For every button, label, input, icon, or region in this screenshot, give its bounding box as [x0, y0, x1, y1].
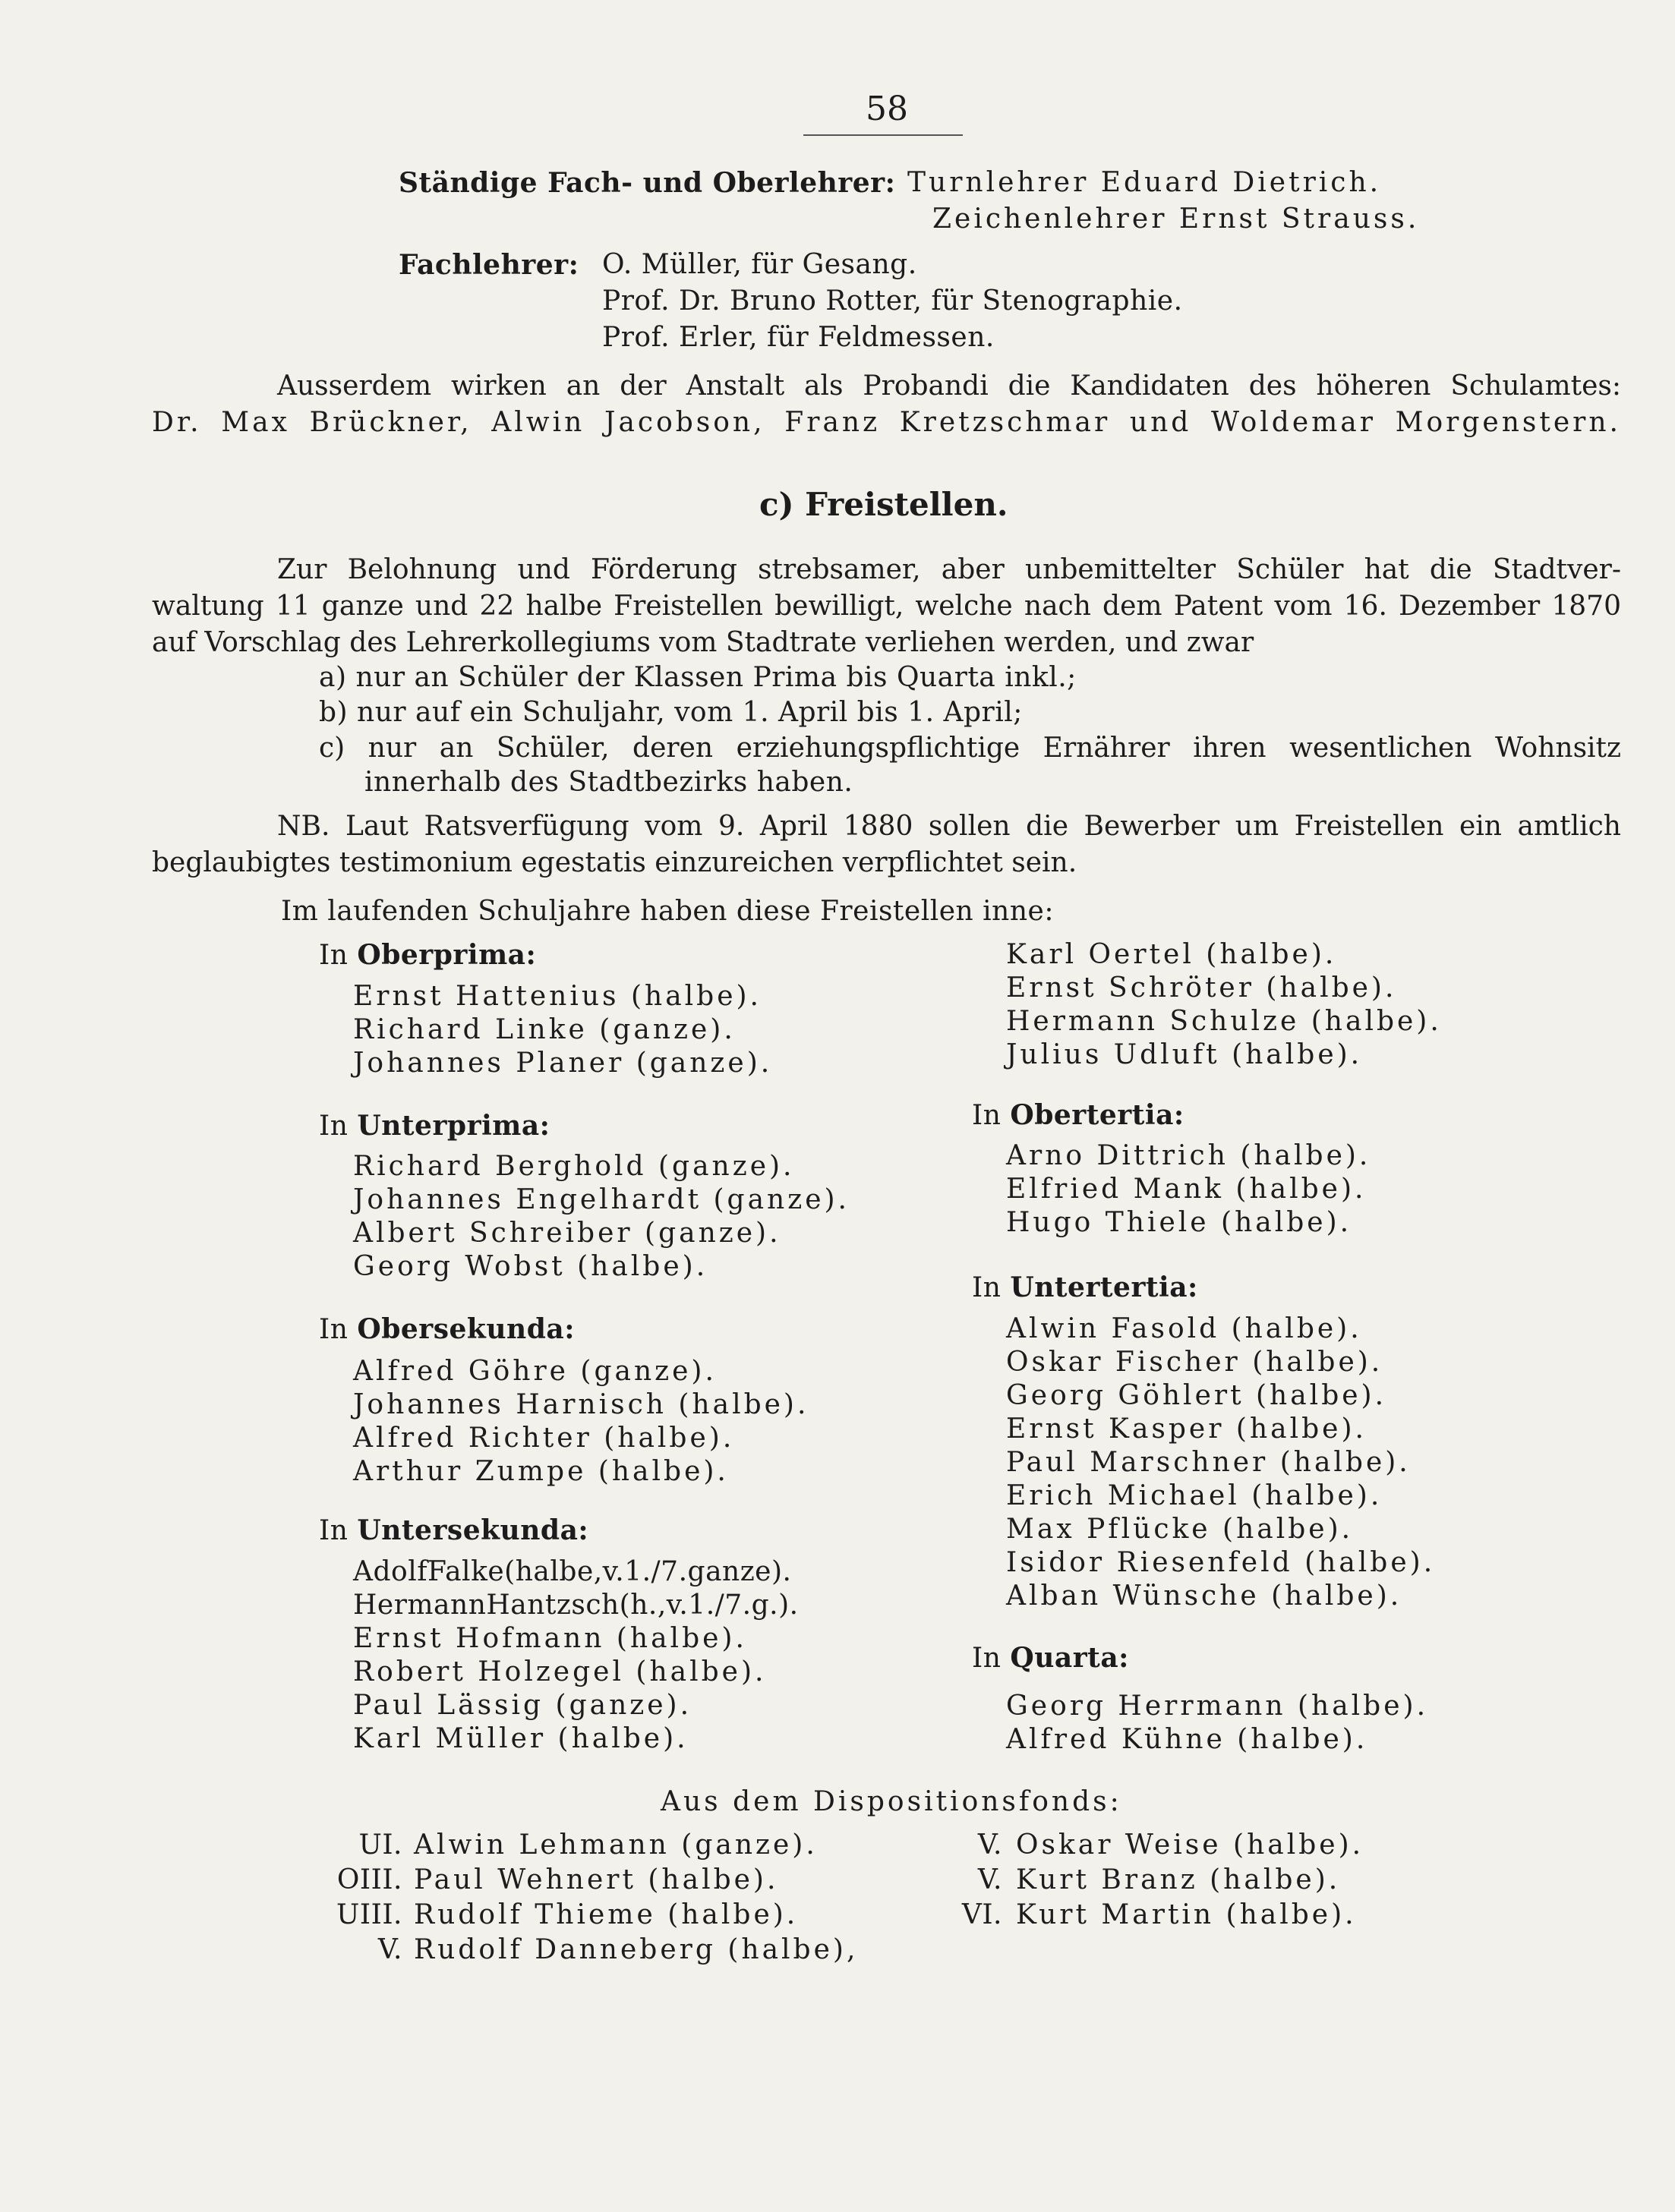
class-name: Untersekunda: — [357, 1514, 589, 1546]
staff-line: O. Müller, für Gesang. — [602, 249, 917, 280]
disp-class: UIII. — [336, 1899, 402, 1930]
class-heading-unterprima — [319, 1110, 550, 1142]
class-prefix: In — [319, 940, 349, 971]
student-name: Ernst Hattenius (halbe). — [353, 981, 762, 1012]
class-prefix: In — [319, 1111, 349, 1142]
student-name: Albert Schreiber (ganze). — [353, 1218, 781, 1249]
text-line: Zur Belohnung und Förderung strebsamer, aber unbemittelter Schüler hat die Stadtver- — [277, 554, 1621, 585]
dispositions-heading: Aus dem Dispositionsfonds: — [661, 1786, 1122, 1817]
nb-paragraph — [152, 808, 1621, 881]
staff-line: Prof. Erler, für Feldmessen. — [602, 322, 995, 353]
disp-class: OIII. — [336, 1864, 402, 1895]
class-heading-obertertia — [972, 1099, 1184, 1131]
class-name: Quarta: — [1010, 1642, 1129, 1674]
student-name: Julius Udluft (halbe). — [1006, 1039, 1363, 1070]
class-name: Obertertia: — [1010, 1099, 1184, 1131]
condition-c — [319, 730, 1621, 767]
student-name: Johannes Harnisch (halbe). — [353, 1389, 809, 1420]
student-name: Georg Göhlert (halbe). — [1006, 1380, 1387, 1411]
class-heading-obersekunda — [319, 1313, 575, 1345]
text-line: c) nur an Schüler, deren erziehungspflichtige Ernährer ihren wesentlichen Wohnsitz — [319, 733, 1621, 764]
disp-class: UI. — [358, 1829, 402, 1861]
condition-line: innerhalb des Stadtbezirks haben. — [364, 767, 853, 798]
student-name: Johannes Engelhardt (ganze). — [353, 1184, 850, 1215]
student-name: Paul Lässig (ganze). — [353, 1690, 692, 1721]
student-name: Oskar Fischer (halbe). — [1006, 1347, 1383, 1378]
staff-line: Zeichenlehrer Ernst Strauss. — [932, 203, 1420, 235]
class-name: Untertertia: — [1010, 1271, 1198, 1303]
text-line: NB. Laut Ratsverfügung vom 9. April 1880 sollen die Bewerber um Freistellen ein amtlich — [277, 811, 1621, 842]
student-name: Elfried Mank (halbe). — [1006, 1174, 1367, 1205]
class-prefix: In — [972, 1272, 1002, 1303]
text-line: auf Vorschlag des Lehrerkollegiums vom Stadtrate verliehen werden, und zwar — [152, 627, 1254, 658]
class-name: Unterprima: — [357, 1110, 550, 1142]
student-name: Arthur Zumpe (halbe). — [353, 1456, 729, 1487]
class-name: Oberprima: — [357, 939, 537, 971]
disp-entry: Kurt Martin (halbe). — [1016, 1899, 1357, 1930]
student-name: Alwin Fasold (halbe). — [1006, 1313, 1362, 1344]
student-name: Hermann Schulze (halbe). — [1006, 1006, 1442, 1037]
current-intro: Im laufenden Schuljahre haben diese Freistellen inne: — [281, 896, 1054, 927]
condition-line: b) nur auf ein Schuljahr, vom 1. April bis 1. April; — [319, 697, 1023, 728]
fach-oberlehrer-label: Ständige Fach- und Oberlehrer: — [399, 167, 896, 199]
student-name: HermannHantzsch(h.,v.1./7.g.). — [353, 1590, 799, 1621]
disp-class: V. — [377, 1934, 402, 1965]
student-name: Richard Linke (ganze). — [353, 1014, 736, 1045]
staff-line: Turnlehrer Eduard Dietrich. — [907, 167, 1382, 198]
student-name: Max Pflücke (halbe). — [1006, 1514, 1354, 1545]
probandi-paragraph — [152, 368, 1621, 441]
student-name: Paul Marschner (halbe). — [1006, 1447, 1411, 1478]
page-number-rule — [803, 134, 963, 136]
intro-paragraph — [152, 552, 1621, 661]
class-heading-untersekunda — [319, 1514, 588, 1546]
student-name: Georg Herrmann (halbe). — [1006, 1691, 1429, 1722]
class-prefix: In — [319, 1515, 349, 1546]
student-name: Richard Berghold (ganze). — [353, 1151, 795, 1182]
student-name: Alban Wünsche (halbe). — [1006, 1580, 1402, 1612]
student-name: Isidor Riesenfeld (halbe). — [1006, 1547, 1436, 1578]
text-line: Dr. Max Brückner, Alwin Jacobson, Franz Kretzschmar und Woldemar Morgenstern. — [152, 407, 1621, 438]
disp-class: VI. — [961, 1899, 1002, 1930]
student-name: Ernst Schröter (halbe). — [1006, 972, 1397, 1004]
class-heading-oberprima — [319, 939, 536, 971]
class-prefix: In — [972, 1100, 1002, 1131]
disp-entry: Rudolf Danneberg (halbe), — [414, 1934, 859, 1965]
student-name: Alfred Richter (halbe). — [353, 1423, 735, 1454]
disp-entry: Paul Wehnert (halbe). — [414, 1864, 779, 1895]
text-line: beglaubigtes testimonium egestatis einzureichen verpflichtet sein. — [152, 847, 1077, 878]
student-name: AdolfFalke(halbe,v.1./7.ganze). — [353, 1556, 792, 1587]
class-heading-quarta — [972, 1642, 1129, 1674]
disp-class: V. — [977, 1829, 1002, 1861]
disp-entry: Oskar Weise (halbe). — [1016, 1829, 1364, 1861]
student-name: Johannes Planer (ganze). — [353, 1048, 773, 1079]
student-name: Alfred Göhre (ganze). — [353, 1356, 717, 1387]
student-name: Karl Oertel (halbe). — [1006, 939, 1337, 970]
disp-entry: Kurt Branz (halbe). — [1016, 1864, 1341, 1895]
student-name: Karl Müller (halbe). — [353, 1723, 689, 1754]
student-name: Georg Wobst (halbe). — [353, 1251, 708, 1282]
student-name: Hugo Thiele (halbe). — [1006, 1207, 1352, 1238]
disp-entry: Rudolf Thieme (halbe). — [414, 1899, 799, 1930]
text-line: Ausserdem wirken an der Anstalt als Probandi die Kandidaten des höheren Schulamtes: — [277, 370, 1621, 402]
student-name: Ernst Kasper (halbe). — [1006, 1413, 1367, 1445]
fachlehrer-label: Fachlehrer: — [399, 249, 579, 281]
disp-class: V. — [977, 1864, 1002, 1895]
student-name: Arno Dittrich (halbe). — [1006, 1140, 1371, 1171]
disp-entry: Alwin Lehmann (ganze). — [414, 1829, 818, 1861]
text-line: waltung 11 ganze und 22 halbe Freistellen bewilligt, welche nach dem Patent vom 16. Dezember 1870 — [152, 591, 1621, 622]
class-heading-untertertia — [972, 1271, 1198, 1303]
student-name: Robert Holzegel (halbe). — [353, 1656, 767, 1687]
page-number: 58 — [866, 90, 908, 128]
student-name: Erich Michael (halbe). — [1006, 1480, 1383, 1511]
class-name: Obersekunda: — [357, 1313, 576, 1345]
class-prefix: In — [972, 1643, 1002, 1674]
condition-line: a) nur an Schüler der Klassen Prima bis Quarta inkl.; — [319, 662, 1077, 693]
section-heading: c) Freistellen. — [759, 486, 1008, 523]
class-prefix: In — [319, 1314, 349, 1345]
student-name: Alfred Kühne (halbe). — [1006, 1724, 1368, 1755]
student-name: Ernst Hofmann (halbe). — [353, 1623, 747, 1654]
staff-line: Prof. Dr. Bruno Rotter, für Stenographie. — [602, 285, 1183, 317]
